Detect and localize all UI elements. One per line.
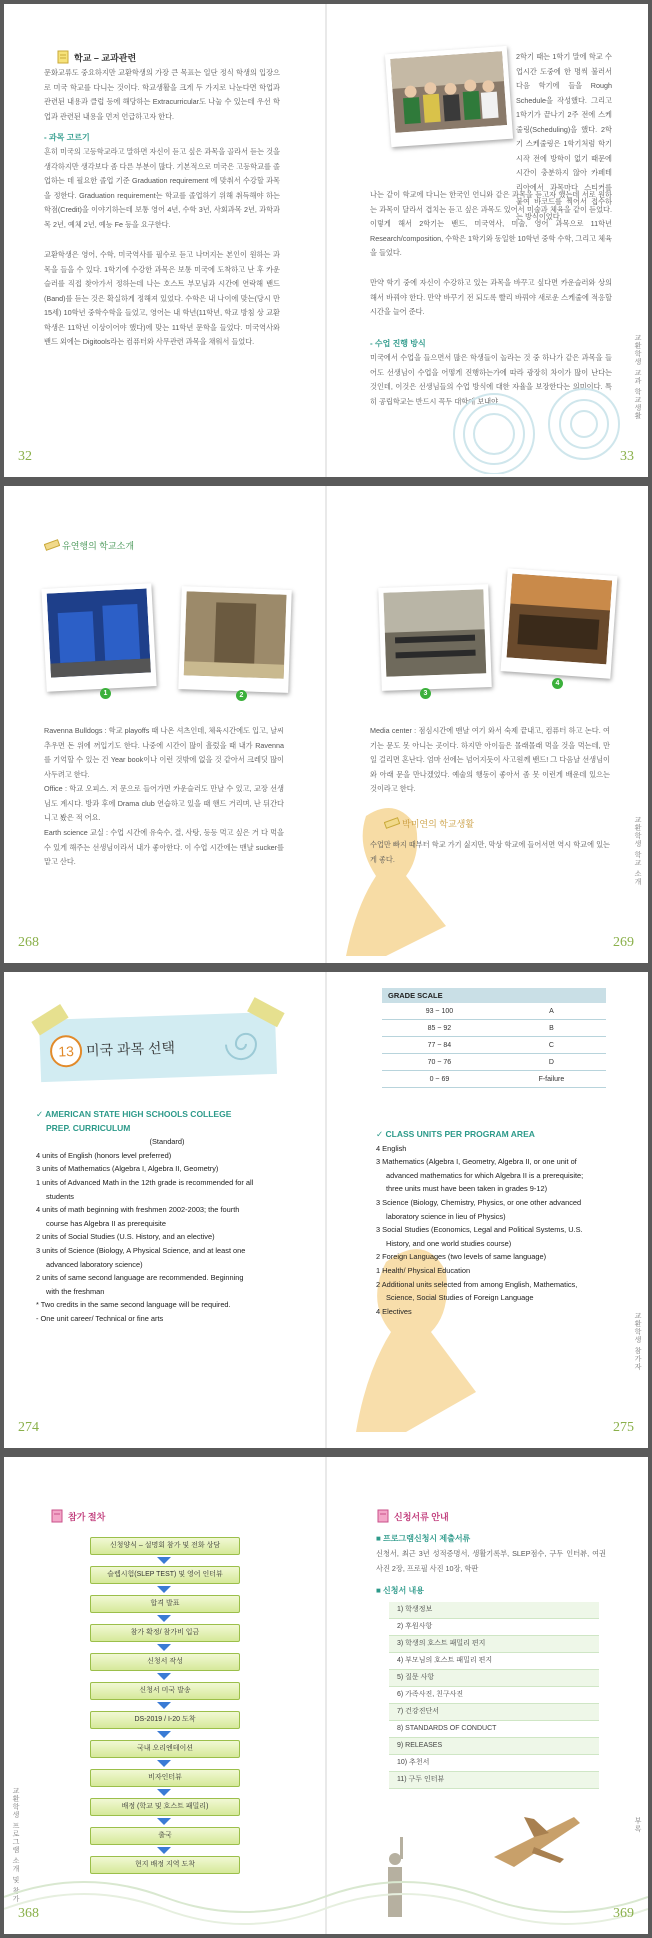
list-item: course has Algebra II as prerequisite bbox=[46, 1218, 166, 1228]
chapter-title: 미국 과목 선택 bbox=[85, 1039, 176, 1059]
list-item: 11) 구두 인터뷰 bbox=[389, 1772, 599, 1789]
body-paragraph: 교환학생은 영어, 수학, 미국역사를 필수로 듣고 나머지는 본인이 원하는 과목을 들을 수 있다. 1학기에 수강한 과목은 보통 미국에 도착하고 난 후 카운슬러를 직접 찾아가서 정하는데 나는 호스트 부모님과 시간에 연락해 밴드(Band)를 듣는 것은 확실하게 정해져 있었다. 수학은 내 나이에 맞는(당시 만 15세) 10학년 중학수학을 들었고, 영어는 내 학년(11학년, 학교 방침 상 교환학생은 11학년 이상이어야 했다)에 맞는 11학년 문학을 들었다. 미국역사와 밴드 외에는 Digitools라는 컴퓨터와 사무관련 과목을 채워서 들었다. bbox=[44, 250, 280, 346]
side-tab: 교환학생 교과 학교생활 bbox=[634, 334, 641, 420]
photo-number-badge: 1 bbox=[100, 688, 111, 699]
down-arrow-icon bbox=[157, 1673, 171, 1680]
photo-caption-4: Media center : 점심시간에 맨날 여기 와서 숙제 끝내고, 컴퓨터 하고 논다. 여기는 문도 못 아니는 곳이다. 하지만 아이들은 몰래몰래 먹을 것을 먹는데, 만일 걸리면 혼난다. 엄마 선에는 넘어지듯이 사고원께 밴드! 그 다음날 선생님이 와 아래 문을 만나겠었다. 예술의 행동이 좋아서 좀 못 이런게 배운데 있으는 것이라고 한다. bbox=[370, 726, 610, 793]
grade-scale-table bbox=[382, 988, 606, 1088]
list-item: 4 Electives bbox=[376, 1306, 412, 1316]
grade-range: 70 ~ 76 bbox=[382, 1054, 497, 1071]
list-item: three units must have been taken in grades 9-12) bbox=[386, 1184, 548, 1194]
sub-heading: ■ 프로그램신청시 제출서류 bbox=[376, 1534, 471, 1543]
flow-step: 슬렙시험(SLEP TEST) 및 영어 인터뷰 bbox=[90, 1566, 240, 1584]
standard-label: (Standard) bbox=[149, 1137, 185, 1147]
notepad-icon bbox=[376, 1509, 390, 1523]
students-photo bbox=[385, 46, 513, 147]
list-item: Science, Social Studies of Foreign Language bbox=[386, 1293, 534, 1303]
application-items-list bbox=[389, 1602, 599, 1789]
grade-letter: A bbox=[497, 1003, 606, 1020]
title-banner bbox=[39, 1012, 277, 1082]
spread-pages-268-269 bbox=[4, 486, 648, 963]
down-arrow-icon bbox=[157, 1818, 171, 1825]
body-paragraph: 나는 같이 학교에 다니는 한국인 언니와 같은 과목을 듣고자 했는데 서로 원하는 과목이 달라서 겹치는 듣고 싶은 과목도 있어서 미술과 체육을 같이 듣었다. 이렇게 해서 2학기는 밴드, 미국역사, 미술, 영어 과목으로 11학년 Research/composition, 수학은 1학기와 동일한 10학년 중학 수학, 그리고 체육을 들었다. bbox=[370, 190, 612, 257]
list-item: 1 units of Advanced Math in the 12th grade is recommended for all bbox=[36, 1177, 254, 1187]
list-item: * Two credits in the same second language will be required. bbox=[36, 1300, 231, 1310]
list-item: 4 units of English (honors level preferred) bbox=[36, 1150, 172, 1160]
procedure-flowchart bbox=[90, 1537, 238, 1874]
page-number: 33 bbox=[620, 449, 634, 464]
spread-pages-32-33 bbox=[4, 4, 648, 477]
list-item: 3 units of Science (Biology, A Physical Science, and at least one bbox=[36, 1245, 246, 1255]
list-item: - One unit career/ Technical or fine arts bbox=[36, 1313, 164, 1323]
heading-text: 학교 – 교과관련 bbox=[74, 52, 137, 63]
notepad-icon bbox=[50, 1509, 64, 1523]
section-heading bbox=[384, 816, 474, 830]
flow-step: 비자인터뷰 bbox=[90, 1769, 240, 1787]
side-tab: 교환학생 프로그램 소개 및 참가 bbox=[12, 1787, 19, 1903]
list-item: 2) 후원사항 bbox=[389, 1619, 599, 1636]
body-paragraph: 미국에서 수업을 들으면서 많은 학생들이 놀라는 것 중 하나가 같은 과목을 들어도 선생님이 수업을 어떻게 진행하는가에 따라 광장히 차이가 많이 난다는 것인데, 이것은 선생님들의 수업 방식에 대한 자율을 보장한다는 의미이다. 특히 공립학교는 반드시 꼭두 대학에 보내야 bbox=[370, 353, 612, 406]
list-item: 1 Health/ Physical Education bbox=[376, 1265, 471, 1275]
list-item: 3) 학생의 호스트 패밀리 편지 bbox=[389, 1636, 599, 1653]
page-number: 275 bbox=[613, 1420, 634, 1435]
flow-step: DS-2019 / I-20 도착 bbox=[90, 1711, 240, 1729]
table-row bbox=[382, 1054, 606, 1071]
heading-text: 유연행의 학교소개 bbox=[62, 540, 135, 551]
side-tab: 부록 bbox=[634, 1817, 641, 1833]
spread-pages-368-369 bbox=[4, 1457, 648, 1934]
list-item: 3 Social Studies (Economics, Legal and Political Systems, U.S. bbox=[376, 1225, 583, 1235]
sub-heading: ■ 신청서 내용 bbox=[376, 1586, 424, 1595]
down-arrow-icon bbox=[157, 1615, 171, 1622]
flow-step: 출국 bbox=[90, 1827, 240, 1845]
photo-number-badge: 4 bbox=[552, 678, 563, 689]
list-item: advanced mathematics for which Algebra II is a prerequisite; bbox=[386, 1170, 584, 1180]
intro-paragraph: 문화교류도 중요하지만 교환학생의 가장 큰 목표는 일단 정식 학생의 입장으로 미국 학교를 다니는 것이다. 학교생활을 크게 두 가지로 나눈다면 학업과 관련된 내용과 클럽 등에 해당하는 Extracurricular도 나눌 수 있는데 우선 학업과 관련된 내용을 먼저 언급하고자 한다. bbox=[44, 68, 280, 121]
grade-range: 85 ~ 92 bbox=[382, 1020, 497, 1037]
list-item: 6) 가족사진, 친구사진 bbox=[389, 1687, 599, 1704]
down-arrow-icon bbox=[157, 1847, 171, 1854]
heading-line: CLASS UNITS PER PROGRAM AREA bbox=[385, 1129, 535, 1139]
heading-line: AMERICAN STATE HIGH SCHOOLS COLLEGE bbox=[45, 1109, 232, 1119]
list-item: 5) 질문 사항 bbox=[389, 1670, 599, 1687]
list-item: 8) STANDARDS OF CONDUCT bbox=[389, 1721, 599, 1738]
down-arrow-icon bbox=[157, 1789, 171, 1796]
list-item: 3 units of Mathematics (Algebra I, Algebra II, Geometry) bbox=[36, 1164, 219, 1174]
heading-text: 박미연의 학교생활 bbox=[402, 818, 475, 829]
list-item: 7) 건강진단서 bbox=[389, 1704, 599, 1721]
flow-step: 배정 (학교 및 호스트 패밀리) bbox=[90, 1798, 240, 1816]
list-item: 2 Foreign Languages (two levels of same language) bbox=[376, 1252, 547, 1262]
grade-letter: D bbox=[497, 1054, 606, 1071]
grade-letter: F-failure bbox=[497, 1071, 606, 1088]
curriculum-heading: ✓ AMERICAN STATE HIGH SCHOOLS COLLEGE bbox=[36, 1109, 232, 1119]
section-heading bbox=[50, 1509, 105, 1523]
list-item: 4 English bbox=[376, 1143, 407, 1153]
list-item: with the freshman bbox=[46, 1286, 105, 1296]
circle-decoration bbox=[434, 364, 634, 474]
list-item: laboratory science in lieu of Physics) bbox=[386, 1211, 506, 1221]
office-photo bbox=[178, 586, 292, 693]
section-heading bbox=[44, 538, 134, 552]
photo-caption-3: Earth science 교실 : 수업 시간에 유숙수, 결, 사탕, 등등 먹고 싶은 거 다 먹을 수 있게 해주는 선생님이라서 내가 좋아한다. 이 수업 시간에는 맨날 sucker를 맡고 산다. bbox=[44, 828, 284, 866]
list-item: 2 units of same second language are recommended. Beginning bbox=[36, 1273, 244, 1283]
flow-step: 현지 배정 지역 도착 bbox=[90, 1856, 240, 1874]
down-arrow-icon bbox=[157, 1644, 171, 1651]
photo-number-badge: 3 bbox=[420, 688, 431, 699]
page-number: 32 bbox=[18, 449, 32, 464]
flow-step: 신청서 미국 발송 bbox=[90, 1682, 240, 1700]
class-units-heading: ✓ CLASS UNITS PER PROGRAM AREA bbox=[376, 1129, 535, 1139]
table-row bbox=[382, 1020, 606, 1037]
grade-letter: B bbox=[497, 1020, 606, 1037]
grade-range: 77 ~ 84 bbox=[382, 1037, 497, 1054]
science-classroom-photo bbox=[378, 584, 492, 691]
table-row bbox=[382, 1003, 606, 1020]
ruler-icon bbox=[384, 816, 398, 830]
class-units-right bbox=[376, 1128, 612, 1318]
page-number: 268 bbox=[18, 935, 39, 950]
heading-text: 참가 절차 bbox=[68, 1511, 106, 1522]
flow-step: 참가 확정/ 참가비 입금 bbox=[90, 1624, 240, 1642]
grade-range: 0 ~ 69 bbox=[382, 1071, 497, 1088]
photo-caption-2: Office : 학교 오피스. 저 문으로 들어가면 카운슬러도 만날 수 있고, 교장 선생님도 계시다. 방과 후에 Drama club 연습하고 있을 때 핸드 거리며, 난 뒤간다니고 봤은 적 어요. bbox=[44, 784, 284, 822]
list-item: advanced laboratory science) bbox=[46, 1259, 143, 1269]
wave-decoration bbox=[4, 1857, 648, 1927]
gutter bbox=[325, 4, 327, 477]
list-item: 10) 추천서 bbox=[389, 1755, 599, 1772]
flow-step: 합격 발표 bbox=[90, 1595, 240, 1613]
down-arrow-icon bbox=[157, 1702, 171, 1709]
sub-heading: - 수업 진행 방식 bbox=[370, 339, 426, 348]
heading-text: 신청서류 안내 bbox=[394, 1511, 449, 1522]
media-center-photo bbox=[501, 568, 618, 678]
table-row bbox=[382, 1071, 606, 1088]
tape bbox=[31, 1004, 68, 1036]
page-number: 274 bbox=[18, 1420, 39, 1435]
page-number: 269 bbox=[613, 935, 634, 950]
body-paragraph: 수업만 빠지 때부터 학교 가기 싫지만, 막상 학교에 들어서면 역시 학교에 있는 게 좋다. bbox=[370, 840, 610, 864]
list-item: 2 Additional units selected from among English, Mathematics, bbox=[376, 1279, 578, 1289]
list-item: students bbox=[46, 1191, 74, 1201]
photo-number-badge: 2 bbox=[236, 690, 247, 701]
page-number: 369 bbox=[613, 1906, 634, 1921]
list-item: 4) 부모님의 호스트 패밀리 편지 bbox=[389, 1653, 599, 1670]
flow-step: 국내 오리엔테이션 bbox=[90, 1740, 240, 1758]
list-item: 9) RELEASES bbox=[389, 1738, 599, 1755]
body-paragraph: 흔히 미국의 고등학교라고 말하면 자신이 듣고 싶은 과목을 골라서 듣는 것을 생각하지만 생각보다 좀 다른 부분이 많다. 기본적으로 미국은 고등학교를 졸업하는 데 필요한 졸업 기준 Graduation requirement 에 맞춰서 수강할 과목을 정한다. Graduation requirement는 학교를 졸업하기 위해 취득해야 하는 학점(Credit)을 이야기하는데 보통 영어 4년, 수학 3년, 사회과목 2년, 과학과목 2년, 예체 2년, 예능 Fe 등을 요구한다. bbox=[44, 147, 280, 229]
list-item: 1) 학생정보 bbox=[389, 1602, 599, 1619]
list-item: 2 units of Social Studies (U.S. History, and an elective) bbox=[36, 1232, 215, 1242]
curriculum-heading: PREP. CURRICULUM bbox=[46, 1122, 131, 1133]
grade-table-title: GRADE SCALE bbox=[382, 988, 606, 1003]
down-arrow-icon bbox=[157, 1731, 171, 1738]
down-arrow-icon bbox=[157, 1586, 171, 1593]
down-arrow-icon bbox=[157, 1760, 171, 1767]
down-arrow-icon bbox=[157, 1557, 171, 1564]
bulldogs-photo bbox=[41, 583, 156, 692]
table-row bbox=[382, 1037, 606, 1054]
list-item: History, and one world studies course) bbox=[386, 1238, 512, 1248]
chapter-number: 13 bbox=[50, 1035, 83, 1068]
list-item: 3 Science (Biology, Chemistry, Physics, or one other advanced bbox=[376, 1197, 582, 1207]
swirl-decoration bbox=[215, 1018, 267, 1070]
list-item: 4 units of math beginning with freshmen 2002-2003; the fourth bbox=[36, 1205, 240, 1215]
side-tab: 교환학생 참가자 bbox=[634, 1312, 641, 1371]
body-paragraph: 2학기 때는 1학기 말에 학교 수업시간 도중에 한 명씩 불러서 다음 학기에 들을 Rough Schedule을 작성했다. 그리고 1학기가 끝나기 2주 전에 스케줄링(Scheduling)을 했다. 2학기 스케줄링은 1학기처럼 학기 시작 전에 방학이 없기 때문에 시간이 충분하지 않아 카페테리아에서 과목마다 스티커를 붙여 바코드를 찍어서 접수하는 방식이었다. bbox=[516, 52, 612, 221]
photo-caption-1: Ravenna Bulldogs : 학교 playoffs 때 나온 셔츠인데, 체육시간에도 입고, 날씨 추우면 돈 위에 꺼입기도 한다. 나중에 시간이 많이 흘렀을 때 내가 Ravenna를 기억할 수 있는 건 Year book이나 이런 것밖에 없을 것 같아서 크레딧 많이 사두려고 한다. bbox=[44, 726, 284, 779]
required-documents-text: 신청서, 최근 3년 성적증명서, 생활기록부, SLEP점수, 구두 인터뷰, 여권 사진 2장, 프로필 사진 10장, 학판 bbox=[376, 1549, 606, 1573]
girl-silhouette-illustration bbox=[326, 786, 526, 963]
grade-range: 93 ~ 100 bbox=[382, 1003, 497, 1020]
grade-letter: C bbox=[497, 1037, 606, 1054]
spread-pages-274-275 bbox=[4, 972, 648, 1448]
flow-step: 신청양식 – 설명회 참가 및 전화 상담 bbox=[90, 1537, 240, 1555]
notepad-icon bbox=[56, 50, 70, 64]
page-number: 368 bbox=[18, 1906, 39, 1921]
list-item: 3 Mathematics (Algebra I, Geometry, Algebra II, or one unit of bbox=[376, 1157, 577, 1167]
section-heading bbox=[376, 1509, 449, 1523]
ruler-icon bbox=[44, 538, 58, 552]
sub-heading: - 과목 고르기 bbox=[44, 133, 90, 142]
flow-step: 신청서 작성 bbox=[90, 1653, 240, 1671]
body-paragraph: 만약 학기 중에 자신이 수강하고 있는 과목을 바꾸고 싶다면 카운슬러와 상의해서 바꿔야 한다. 만약 바꾸기 전 되도록 빨리 바꿔야 새로운 스케줄에 적응할 시간을 늘어 준다. bbox=[370, 278, 612, 316]
section-heading bbox=[56, 50, 136, 64]
curriculum-left bbox=[36, 1108, 298, 1326]
side-tab: 교환학생 학교 소개 bbox=[634, 816, 641, 886]
